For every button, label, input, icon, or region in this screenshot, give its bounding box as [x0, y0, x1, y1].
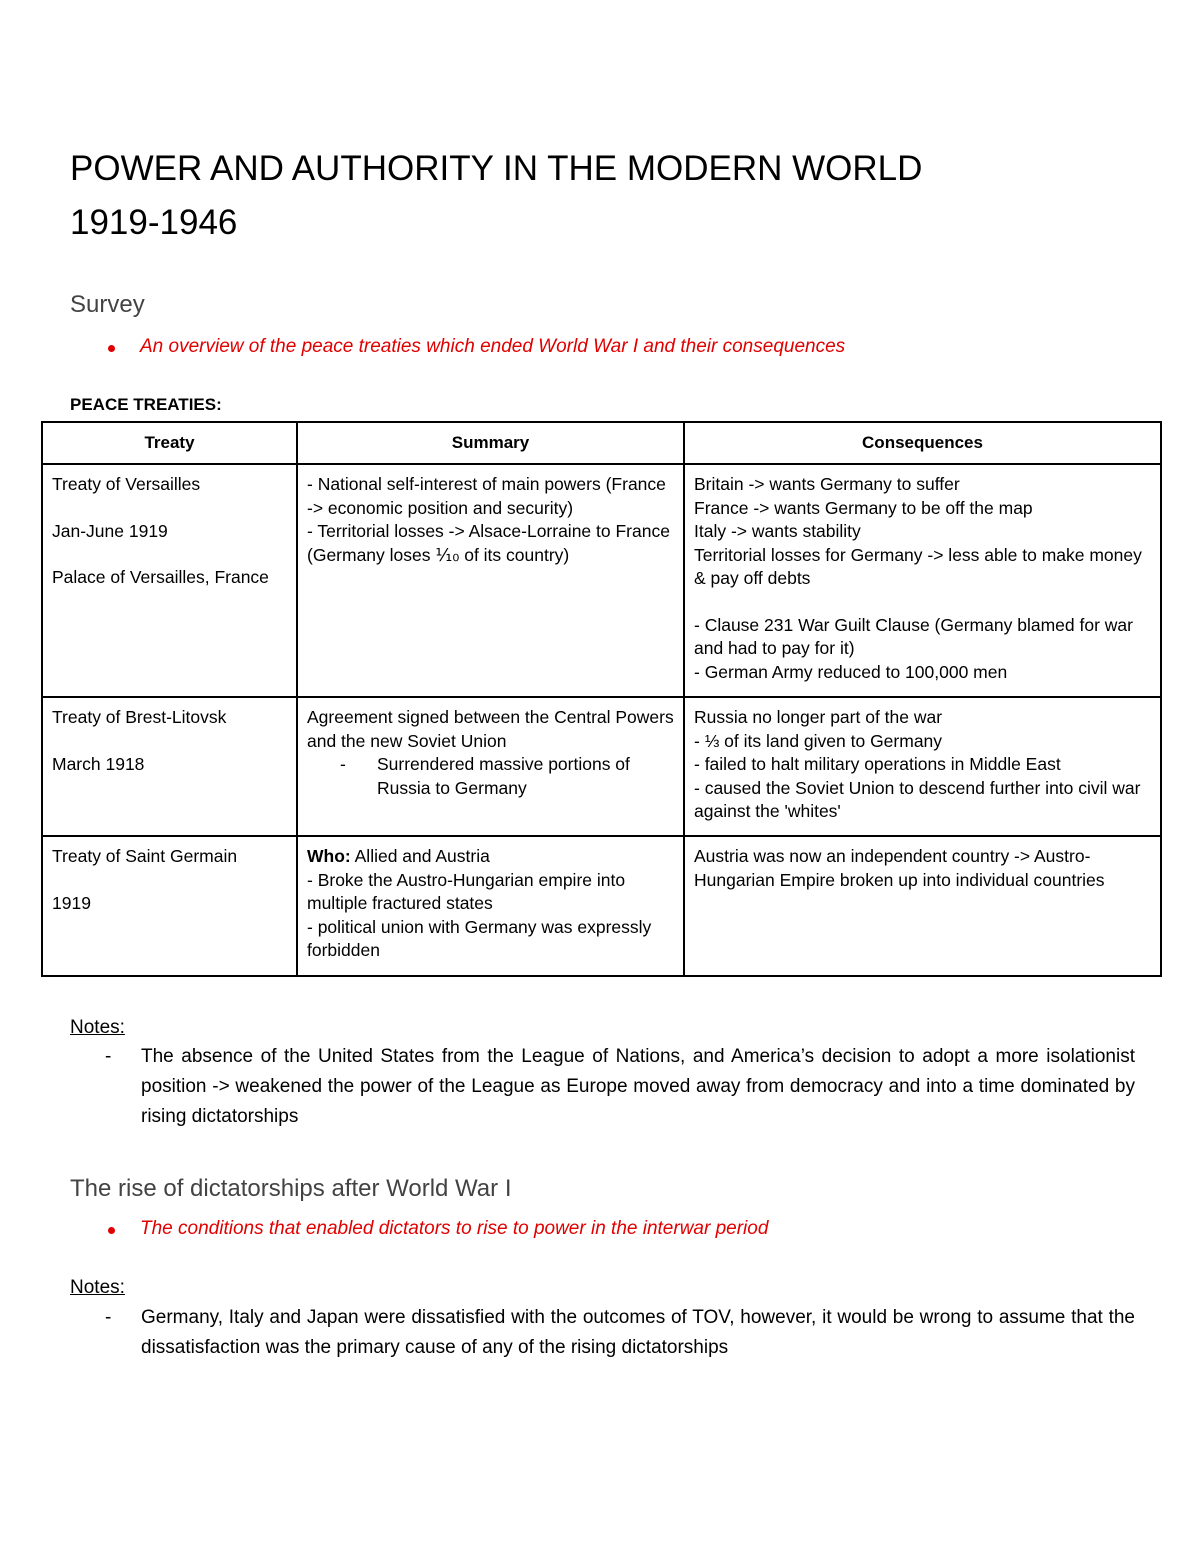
dash-marker: -: [340, 754, 346, 774]
note-item: [105, 1303, 1135, 1363]
summary-line: - Broke the Austro-Hungarian empire into multiple fractured states: [307, 869, 626, 913]
table-row: [42, 464, 1161, 697]
consequence-line: - German Army reduced to 100,000 men: [694, 661, 1008, 682]
summary-sub-text: Surrendered massive portions of Russia to Germany: [377, 754, 630, 798]
title-line-2: 1919-1946: [70, 203, 238, 242]
note-text: Germany, Italy and Japan were dissatisfied with the outcomes of TOV, however, it would be wrong to assume that the dissatisfaction was the primary cause of any of the rising dictatorships: [141, 1307, 1135, 1358]
dash-marker: -: [105, 1307, 112, 1328]
column-header-treaty: Treaty: [42, 422, 297, 464]
survey-heading: Survey: [70, 291, 145, 318]
treaty-cell: [42, 836, 297, 976]
treaty-name: Treaty of Brest-Litovsk: [52, 707, 227, 727]
who-label: Who:: [307, 846, 351, 866]
treaty-place: Palace of Versailles, France: [52, 567, 269, 587]
table-row: [42, 697, 1161, 836]
rise-bullet-text: The conditions that enabled dictators to rise to power in the interwar period: [140, 1218, 769, 1239]
title-line-1: POWER AND AUTHORITY IN THE MODERN WORLD: [70, 149, 923, 188]
consequence-line: Russia no longer part of the war: [694, 707, 943, 727]
consequence-line: - caused the Soviet Union to descend further into civil war against the 'whites': [694, 777, 1141, 821]
who-text: Allied and Austria: [350, 846, 490, 866]
bullet-dot-icon: [108, 345, 115, 352]
consequence-line: - ⅓ of its land given to Germany: [694, 730, 943, 751]
summary-cell: [297, 836, 684, 976]
consequence-line: - Clause 231 War Guilt Clause (Germany blamed for war and had to pay for it): [694, 614, 1133, 658]
peace-treaties-label: PEACE TREATIES:: [70, 395, 222, 414]
notes-label: Notes:: [70, 1017, 125, 1038]
consequence-line: Italy -> wants stability: [694, 521, 861, 541]
treaty-date: March 1918: [52, 753, 145, 774]
notes-label: Notes:: [70, 1277, 125, 1298]
treaty-name: Treaty of Saint Germain: [52, 846, 238, 866]
consequences-cell: [684, 836, 1161, 976]
summary-line: Agreement signed between the Central Powers and the new Soviet Union: [307, 707, 674, 751]
treaty-name: Treaty of Versailles: [52, 474, 201, 494]
table-header-row: [42, 422, 1161, 464]
consequence-line: Territorial losses for Germany -> less able to make money & pay off debts: [694, 544, 1142, 588]
treaty-date: 1919: [52, 892, 91, 913]
summary-cell: [297, 697, 684, 836]
dash-marker: -: [105, 1046, 112, 1067]
note-text: The absence of the United States from the League of Nations, and America’s decision to adopt a more isolationist position -> weakened the power of the League as Europe moved away from democracy and into a time dominated by rising dictatorships: [141, 1046, 1135, 1127]
consequences-cell: [684, 697, 1161, 836]
rise-heading: The rise of dictatorships after World War I: [70, 1175, 512, 1202]
consequence-line: Austria was now an independent country -> Austro-Hungarian Empire broken up into individual countries: [694, 846, 1105, 890]
summary-who-line: [307, 845, 674, 869]
column-header-consequences: Consequences: [684, 422, 1161, 464]
table-row: [42, 836, 1161, 976]
peace-treaties-table: [41, 421, 1162, 977]
consequence-line: Britain -> wants Germany to suffer: [694, 474, 960, 494]
note-item: [105, 1042, 1135, 1132]
summary-line: - Territorial losses -> Alsace-Lorraine to France (Germany loses ⅒ of its country): [307, 521, 670, 565]
summary-line: - political union with Germany was expressly forbidden: [307, 916, 652, 960]
page-title: [70, 142, 1070, 250]
summary-line: - National self-interest of main powers (France -> economic position and security): [307, 474, 666, 518]
summary-sub-item: [307, 753, 674, 800]
bullet-dot-icon: [108, 1227, 115, 1234]
treaty-cell: [42, 464, 297, 697]
treaty-date: Jan-June 1919: [52, 520, 168, 541]
consequences-cell: [684, 464, 1161, 697]
column-header-summary: Summary: [297, 422, 684, 464]
consequence-line: - failed to halt military operations in Middle East: [694, 754, 1061, 774]
consequence-line: France -> wants Germany to be off the map: [694, 497, 1033, 518]
treaty-cell: [42, 697, 297, 836]
survey-bullet-text: An overview of the peace treaties which ended World War I and their consequences: [140, 336, 846, 357]
summary-cell: [297, 464, 684, 697]
